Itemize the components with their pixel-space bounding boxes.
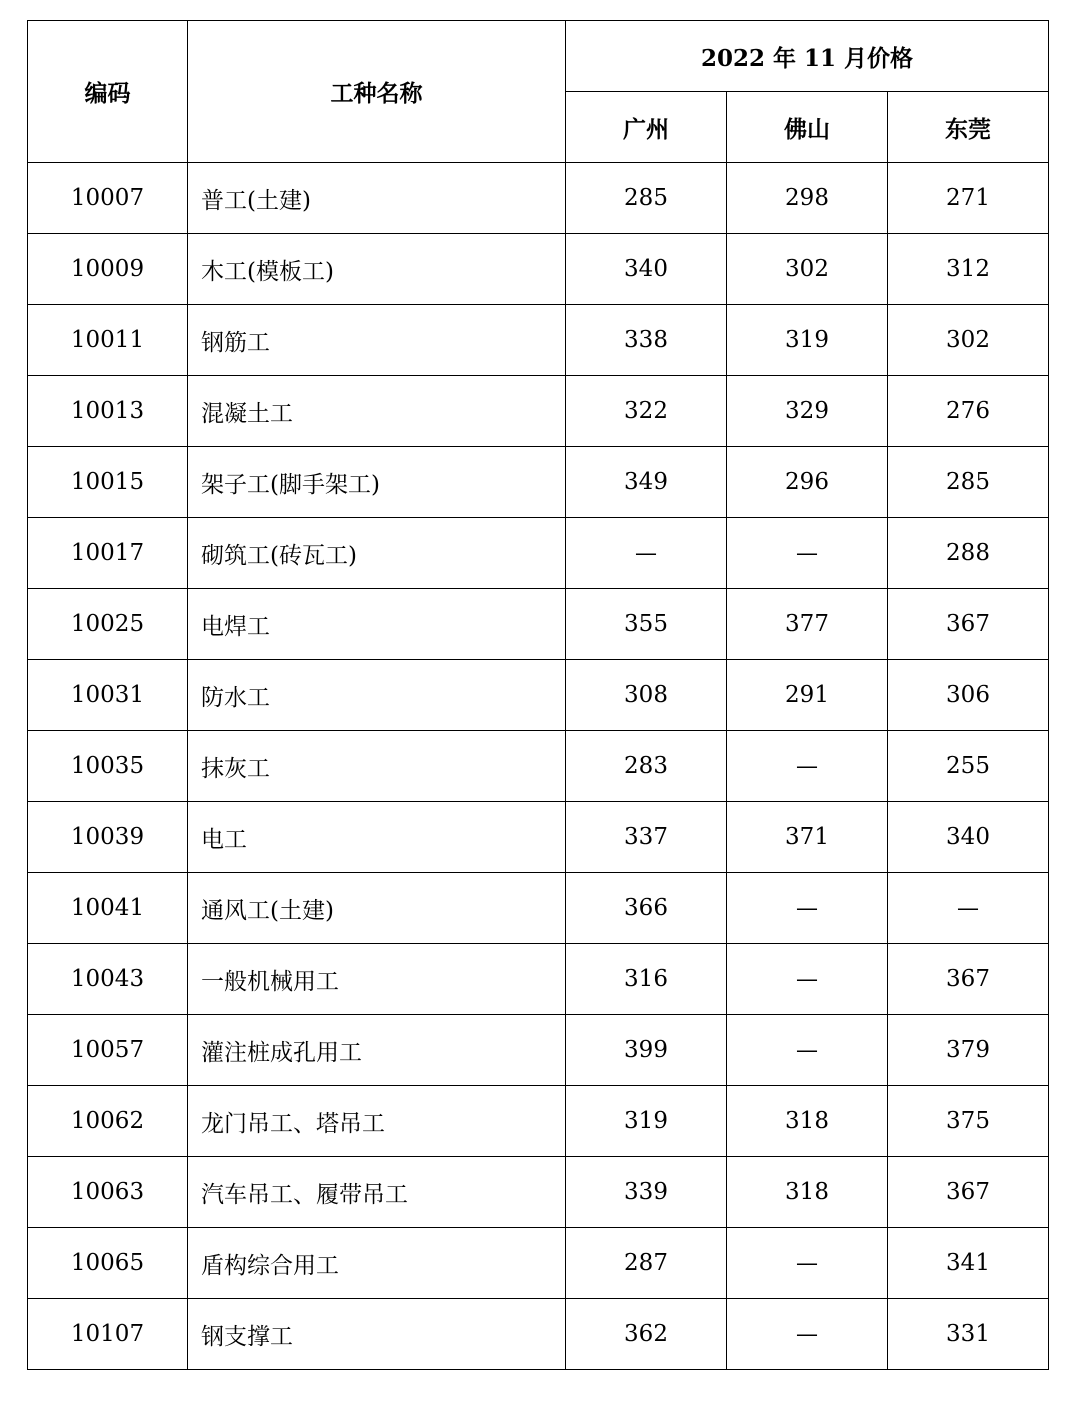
table-row bbox=[28, 163, 1049, 234]
cell-price-guangzhou: 399 bbox=[566, 1015, 727, 1086]
table-row bbox=[28, 660, 1049, 731]
cell-price-guangzhou: 319 bbox=[566, 1086, 727, 1157]
cell-price-foshan: 291 bbox=[727, 660, 888, 731]
table-row bbox=[28, 731, 1049, 802]
cell-price-foshan: — bbox=[727, 1228, 888, 1299]
cell-code: 10015 bbox=[28, 447, 188, 518]
cell-price-guangzhou: 316 bbox=[566, 944, 727, 1015]
cell-trade-name: 抹灰工 bbox=[188, 731, 566, 802]
cell-price-guangzhou: 283 bbox=[566, 731, 727, 802]
table-row bbox=[28, 234, 1049, 305]
cell-code: 10107 bbox=[28, 1299, 188, 1370]
cell-code: 10031 bbox=[28, 660, 188, 731]
cell-price-foshan: 318 bbox=[727, 1086, 888, 1157]
cell-trade-name: 砌筑工(砖瓦工) bbox=[188, 518, 566, 589]
cell-price-foshan: 298 bbox=[727, 163, 888, 234]
cell-price-foshan: 296 bbox=[727, 447, 888, 518]
cell-code: 10007 bbox=[28, 163, 188, 234]
cell-code: 10013 bbox=[28, 376, 188, 447]
cell-price-dongguan: 306 bbox=[888, 660, 1049, 731]
cell-price-dongguan: 255 bbox=[888, 731, 1049, 802]
cell-trade-name: 电工 bbox=[188, 802, 566, 873]
cell-price-foshan: — bbox=[727, 518, 888, 589]
cell-trade-name: 龙门吊工、塔吊工 bbox=[188, 1086, 566, 1157]
table-row bbox=[28, 1015, 1049, 1086]
cell-trade-name: 电焊工 bbox=[188, 589, 566, 660]
table-row bbox=[28, 1299, 1049, 1370]
cell-trade-name: 灌注桩成孔用工 bbox=[188, 1015, 566, 1086]
cell-trade-name: 普工(土建) bbox=[188, 163, 566, 234]
cell-price-dongguan: 367 bbox=[888, 944, 1049, 1015]
cell-price-guangzhou: 355 bbox=[566, 589, 727, 660]
cell-price-foshan: 377 bbox=[727, 589, 888, 660]
header-city-dongguan: 东莞 bbox=[888, 92, 1049, 163]
cell-code: 10063 bbox=[28, 1157, 188, 1228]
header-city-guangzhou: 广州 bbox=[566, 92, 727, 163]
header-period: 2022 年 11 月价格 bbox=[566, 21, 1049, 92]
cell-price-foshan: 318 bbox=[727, 1157, 888, 1228]
cell-price-guangzhou: — bbox=[566, 518, 727, 589]
cell-price-guangzhou: 362 bbox=[566, 1299, 727, 1370]
cell-code: 10035 bbox=[28, 731, 188, 802]
header-row-top bbox=[28, 21, 1049, 92]
cell-price-dongguan: 340 bbox=[888, 802, 1049, 873]
cell-price-foshan: 319 bbox=[727, 305, 888, 376]
table-row bbox=[28, 1228, 1049, 1299]
cell-price-foshan: 302 bbox=[727, 234, 888, 305]
cell-trade-name: 一般机械用工 bbox=[188, 944, 566, 1015]
cell-trade-name: 防水工 bbox=[188, 660, 566, 731]
cell-code: 10017 bbox=[28, 518, 188, 589]
cell-price-foshan: — bbox=[727, 873, 888, 944]
cell-price-guangzhou: 285 bbox=[566, 163, 727, 234]
cell-code: 10025 bbox=[28, 589, 188, 660]
table-row bbox=[28, 305, 1049, 376]
cell-price-foshan: — bbox=[727, 944, 888, 1015]
cell-code: 10065 bbox=[28, 1228, 188, 1299]
cell-code: 10039 bbox=[28, 802, 188, 873]
table-row bbox=[28, 589, 1049, 660]
cell-price-guangzhou: 287 bbox=[566, 1228, 727, 1299]
cell-trade-name: 架子工(脚手架工) bbox=[188, 447, 566, 518]
cell-code: 10041 bbox=[28, 873, 188, 944]
table-row bbox=[28, 447, 1049, 518]
price-table bbox=[27, 20, 1049, 1370]
cell-price-guangzhou: 338 bbox=[566, 305, 727, 376]
cell-price-guangzhou: 308 bbox=[566, 660, 727, 731]
cell-price-dongguan: 276 bbox=[888, 376, 1049, 447]
cell-code: 10011 bbox=[28, 305, 188, 376]
header-name: 工种名称 bbox=[188, 21, 566, 163]
table-row bbox=[28, 1086, 1049, 1157]
table-row bbox=[28, 1157, 1049, 1228]
cell-price-dongguan: — bbox=[888, 873, 1049, 944]
cell-price-guangzhou: 322 bbox=[566, 376, 727, 447]
table-body bbox=[28, 163, 1049, 1370]
table-row bbox=[28, 873, 1049, 944]
cell-trade-name: 汽车吊工、履带吊工 bbox=[188, 1157, 566, 1228]
header-code: 编码 bbox=[28, 21, 188, 163]
table-row bbox=[28, 802, 1049, 873]
cell-trade-name: 木工(模板工) bbox=[188, 234, 566, 305]
cell-code: 10009 bbox=[28, 234, 188, 305]
cell-price-dongguan: 312 bbox=[888, 234, 1049, 305]
cell-price-dongguan: 341 bbox=[888, 1228, 1049, 1299]
cell-price-dongguan: 331 bbox=[888, 1299, 1049, 1370]
cell-code: 10043 bbox=[28, 944, 188, 1015]
cell-price-foshan: — bbox=[727, 1299, 888, 1370]
cell-price-foshan: — bbox=[727, 1015, 888, 1086]
cell-price-guangzhou: 337 bbox=[566, 802, 727, 873]
cell-price-dongguan: 271 bbox=[888, 163, 1049, 234]
cell-price-dongguan: 379 bbox=[888, 1015, 1049, 1086]
cell-price-dongguan: 302 bbox=[888, 305, 1049, 376]
cell-trade-name: 通风工(土建) bbox=[188, 873, 566, 944]
cell-price-dongguan: 285 bbox=[888, 447, 1049, 518]
table-row bbox=[28, 376, 1049, 447]
cell-price-guangzhou: 366 bbox=[566, 873, 727, 944]
table-row bbox=[28, 944, 1049, 1015]
cell-price-guangzhou: 340 bbox=[566, 234, 727, 305]
cell-trade-name: 混凝土工 bbox=[188, 376, 566, 447]
cell-trade-name: 盾构综合用工 bbox=[188, 1228, 566, 1299]
cell-price-guangzhou: 349 bbox=[566, 447, 727, 518]
cell-trade-name: 钢支撑工 bbox=[188, 1299, 566, 1370]
cell-price-foshan: 329 bbox=[727, 376, 888, 447]
cell-code: 10062 bbox=[28, 1086, 188, 1157]
cell-price-dongguan: 367 bbox=[888, 589, 1049, 660]
cell-trade-name: 钢筋工 bbox=[188, 305, 566, 376]
cell-price-dongguan: 375 bbox=[888, 1086, 1049, 1157]
cell-price-dongguan: 367 bbox=[888, 1157, 1049, 1228]
cell-price-dongguan: 288 bbox=[888, 518, 1049, 589]
cell-code: 10057 bbox=[28, 1015, 188, 1086]
table-row bbox=[28, 518, 1049, 589]
cell-price-guangzhou: 339 bbox=[566, 1157, 727, 1228]
cell-price-foshan: — bbox=[727, 731, 888, 802]
header-city-foshan: 佛山 bbox=[727, 92, 888, 163]
cell-price-foshan: 371 bbox=[727, 802, 888, 873]
